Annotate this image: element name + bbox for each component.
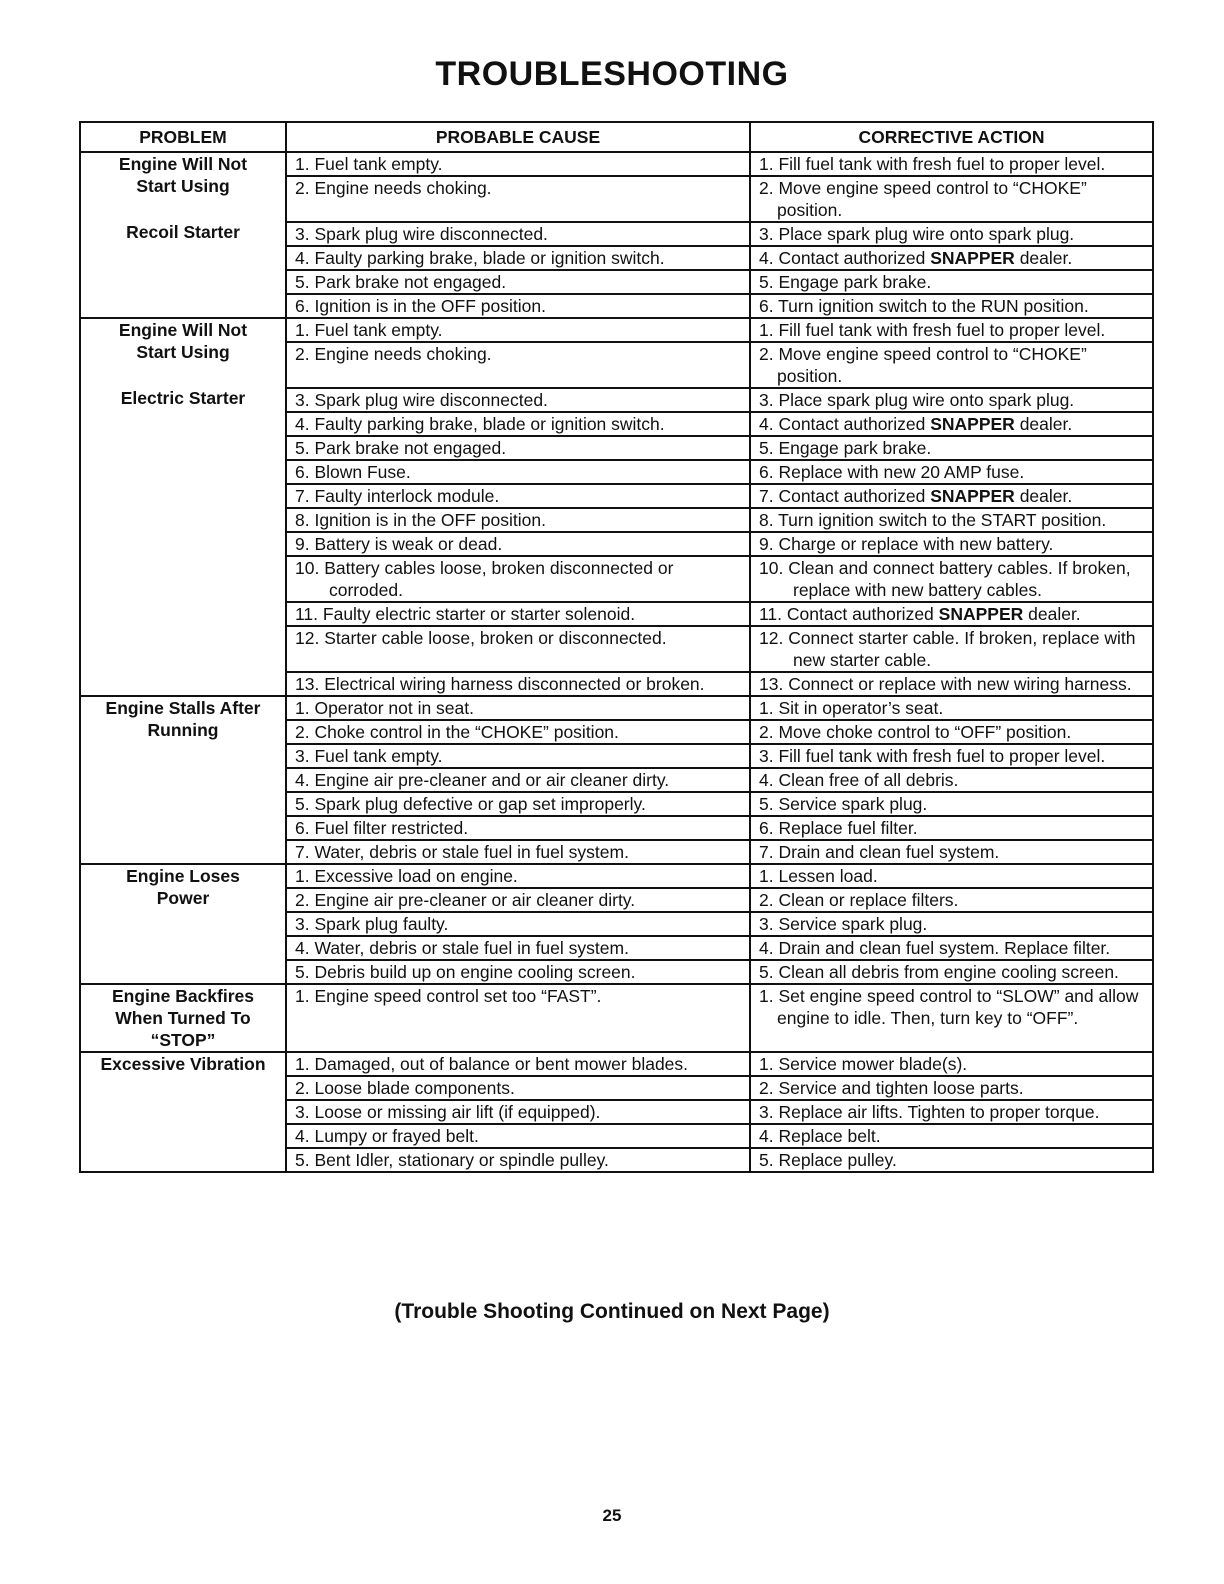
problem-label: Electric Starter xyxy=(120,388,246,408)
action-text: 7. Drain and clean fuel system. xyxy=(759,842,1000,862)
action-cell xyxy=(750,864,1153,888)
action-text: 4. Clean free of all debris. xyxy=(759,770,959,790)
page-title: TROUBLESHOOTING xyxy=(435,55,789,93)
action-text-pre: 4. Contact authorized xyxy=(759,248,931,268)
action-cell xyxy=(750,176,1153,222)
problem-label: Power xyxy=(156,888,210,908)
cause-cell xyxy=(286,318,750,342)
cause-text: 3. Fuel tank empty. xyxy=(295,746,443,766)
cause-cell xyxy=(286,270,750,294)
cause-cell xyxy=(286,888,750,912)
cause-cell xyxy=(286,816,750,840)
action-text xyxy=(755,485,1148,507)
problem-label: Engine Will Not xyxy=(118,320,248,340)
action-text: 5. Service spark plug. xyxy=(759,794,928,814)
action-text-pre: 7. Contact authorized xyxy=(759,486,931,506)
action-cell xyxy=(750,246,1153,270)
cause-text: 2. Choke control in the “CHOKE” position. xyxy=(295,722,619,742)
action-text xyxy=(755,603,1148,625)
cause-cell xyxy=(286,696,750,720)
action-text: 8. Turn ignition switch to the START position. xyxy=(759,510,1107,530)
brand-name: SNAPPER xyxy=(938,604,1024,624)
action-cell xyxy=(750,768,1153,792)
cause-text: 1. Damaged, out of balance or bent mower blades. xyxy=(295,1054,689,1074)
action-cell xyxy=(750,532,1153,556)
action-cell xyxy=(750,888,1153,912)
action-text: 2. Service and tighten loose parts. xyxy=(759,1078,1024,1098)
cause-cell xyxy=(286,436,750,460)
table-body xyxy=(80,152,1153,1172)
action-text: 1. Service mower blade(s). xyxy=(759,1054,968,1074)
action-cell xyxy=(750,1148,1153,1172)
cause-text: 5. Park brake not engaged. xyxy=(295,272,507,292)
cause-text: 1. Fuel tank empty. xyxy=(295,154,443,174)
problem-label: Recoil Starter xyxy=(126,222,240,242)
cause-cell xyxy=(286,602,750,626)
table-row xyxy=(80,1052,1153,1076)
header-corrective-action: CORRECTIVE ACTION xyxy=(750,122,1153,152)
cause-text: 3. Loose or missing air lift (if equipped). xyxy=(295,1102,601,1122)
cause-text: 1. Engine speed control set too “FAST”. xyxy=(295,986,602,1006)
cause-cell xyxy=(286,672,750,696)
cause-text: 8. Ignition is in the OFF position. xyxy=(295,510,546,530)
action-text: 5. Replace pulley. xyxy=(759,1150,897,1170)
cause-text: 5. Park brake not engaged. xyxy=(295,438,507,458)
cause-cell xyxy=(286,984,750,1052)
action-text-pre: 11. Contact authorized xyxy=(759,604,939,624)
action-text: 5. Clean all debris from engine cooling screen. xyxy=(759,962,1119,982)
action-text: 3. Place spark plug wire onto spark plug. xyxy=(759,390,1075,410)
cause-text: 4. Engine air pre-cleaner and or air cleaner dirty. xyxy=(295,770,670,790)
cause-text: 5. Spark plug defective or gap set improperly. xyxy=(295,794,646,814)
action-text: 12. Connect starter cable. If broken, replace with new starter cable. xyxy=(759,628,1136,670)
problem-spacer xyxy=(85,363,281,387)
cause-cell xyxy=(286,626,750,672)
action-cell xyxy=(750,412,1153,436)
cause-cell xyxy=(286,792,750,816)
cause-cell xyxy=(286,294,750,318)
cause-cell xyxy=(286,1076,750,1100)
cause-cell xyxy=(286,556,750,602)
cause-text: 9. Battery is weak or dead. xyxy=(295,534,503,554)
action-text: 4. Drain and clean fuel system. Replace filter. xyxy=(759,938,1111,958)
cause-text: 6. Ignition is in the OFF position. xyxy=(295,296,546,316)
action-cell xyxy=(750,152,1153,176)
cause-cell xyxy=(286,744,750,768)
cause-text: 1. Operator not in seat. xyxy=(295,698,474,718)
action-cell xyxy=(750,1100,1153,1124)
cause-cell xyxy=(286,864,750,888)
action-text: 2. Move choke control to “OFF” position. xyxy=(759,722,1072,742)
action-text xyxy=(755,247,1148,269)
action-cell xyxy=(750,436,1153,460)
action-cell xyxy=(750,720,1153,744)
action-cell xyxy=(750,912,1153,936)
action-cell xyxy=(750,318,1153,342)
cause-cell xyxy=(286,508,750,532)
action-text: 10. Clean and connect battery cables. If broken, replace with new battery cables. xyxy=(759,558,1131,600)
action-cell xyxy=(750,602,1153,626)
action-cell xyxy=(750,744,1153,768)
cause-text: 5. Bent Idler, stationary or spindle pulley. xyxy=(295,1150,609,1170)
cause-text: 4. Faulty parking brake, blade or ignition switch. xyxy=(295,248,665,268)
cause-cell xyxy=(286,532,750,556)
brand-name: SNAPPER xyxy=(930,248,1015,268)
action-cell xyxy=(750,626,1153,672)
action-text: 1. Set engine speed control to “SLOW” and allow engine to idle. Then, turn key to “OFF”. xyxy=(759,986,1139,1028)
brand-name: SNAPPER xyxy=(930,486,1015,506)
action-cell xyxy=(750,294,1153,318)
action-text: 6. Turn ignition switch to the RUN position. xyxy=(759,296,1089,316)
cause-text: 7. Water, debris or stale fuel in fuel system. xyxy=(295,842,629,862)
action-text: 4. Replace belt. xyxy=(759,1126,881,1146)
cause-text: 2. Loose blade components. xyxy=(295,1078,515,1098)
action-cell xyxy=(750,696,1153,720)
cause-text: 13. Electrical wiring harness disconnected or broken. xyxy=(295,674,705,694)
cause-text: 10. Battery cables loose, broken disconnected or corroded. xyxy=(295,558,674,600)
cause-text: 2. Engine needs choking. xyxy=(295,344,492,364)
cause-cell xyxy=(286,176,750,222)
problem-cell xyxy=(80,152,286,318)
action-text: 3. Service spark plug. xyxy=(759,914,928,934)
action-cell xyxy=(750,556,1153,602)
cause-text: 3. Spark plug wire disconnected. xyxy=(295,224,548,244)
action-cell xyxy=(750,342,1153,388)
action-cell xyxy=(750,816,1153,840)
cause-cell xyxy=(286,840,750,864)
problem-label: Running xyxy=(147,720,219,740)
table-row xyxy=(80,152,1153,176)
action-text: 1. Lessen load. xyxy=(759,866,878,886)
problem-cell xyxy=(80,696,286,864)
action-text-post: dealer. xyxy=(1014,414,1073,434)
action-text-post: dealer. xyxy=(1023,604,1081,624)
problem-label: Engine Will Not xyxy=(118,154,248,174)
action-cell xyxy=(750,484,1153,508)
problem-label: When Turned To xyxy=(115,1008,251,1028)
action-cell xyxy=(750,672,1153,696)
action-text-post: dealer. xyxy=(1014,486,1073,506)
action-text: 13. Connect or replace with new wiring harness. xyxy=(759,674,1132,694)
cause-cell xyxy=(286,1100,750,1124)
action-cell xyxy=(750,840,1153,864)
action-text-post: dealer. xyxy=(1014,248,1073,268)
cause-text: 4. Faulty parking brake, blade or ignition switch. xyxy=(295,414,665,434)
action-text: 3. Place spark plug wire onto spark plug. xyxy=(759,224,1075,244)
table-row xyxy=(80,864,1153,888)
cause-text: 3. Spark plug faulty. xyxy=(295,914,449,934)
cause-text: 5. Debris build up on engine cooling screen. xyxy=(295,962,636,982)
action-text: 2. Move engine speed control to “CHOKE” position. xyxy=(759,344,1087,386)
action-text: 3. Fill fuel tank with fresh fuel to proper level. xyxy=(759,746,1106,766)
action-cell xyxy=(750,460,1153,484)
problem-label: Engine Loses xyxy=(126,866,240,886)
cause-text: 6. Blown Fuse. xyxy=(295,462,411,482)
action-text: 6. Replace with new 20 AMP fuse. xyxy=(759,462,1025,482)
continued-note: (Trouble Shooting Continued on Next Page) xyxy=(394,1300,830,1323)
action-cell xyxy=(750,1076,1153,1100)
cause-text: 11. Faulty electric starter or starter solenoid. xyxy=(295,604,636,624)
cause-cell xyxy=(286,1148,750,1172)
cause-cell xyxy=(286,460,750,484)
table-row xyxy=(80,696,1153,720)
action-text: 2. Move engine speed control to “CHOKE” position. xyxy=(759,178,1087,220)
problem-label: Engine Stalls After xyxy=(105,698,261,718)
cause-text: 2. Engine air pre-cleaner or air cleaner dirty. xyxy=(295,890,636,910)
cause-cell xyxy=(286,246,750,270)
action-text: 3. Replace air lifts. Tighten to proper torque. xyxy=(759,1102,1100,1122)
troubleshooting-table xyxy=(79,121,1154,1173)
action-text: 9. Charge or replace with new battery. xyxy=(759,534,1054,554)
cause-cell xyxy=(286,388,750,412)
action-cell xyxy=(750,792,1153,816)
cause-cell xyxy=(286,960,750,984)
table-header-row xyxy=(80,122,1153,152)
cause-cell xyxy=(286,912,750,936)
action-cell xyxy=(750,388,1153,412)
problem-label: Start Using xyxy=(136,176,230,196)
cause-cell xyxy=(286,152,750,176)
action-cell xyxy=(750,508,1153,532)
page-number: 25 xyxy=(602,1506,622,1525)
action-text: 1. Sit in operator’s seat. xyxy=(759,698,944,718)
cause-text: 12. Starter cable loose, broken or disconnected. xyxy=(295,628,667,648)
action-cell xyxy=(750,270,1153,294)
action-cell xyxy=(750,222,1153,246)
action-cell xyxy=(750,984,1153,1052)
cause-text: 2. Engine needs choking. xyxy=(295,178,492,198)
cause-text: 4. Lumpy or frayed belt. xyxy=(295,1126,479,1146)
problem-cell xyxy=(80,864,286,984)
table-row xyxy=(80,984,1153,1052)
problem-label: Start Using xyxy=(136,342,230,362)
action-text: 5. Engage park brake. xyxy=(759,438,932,458)
cause-text: 7. Faulty interlock module. xyxy=(295,486,500,506)
problem-label: “STOP” xyxy=(150,1030,216,1050)
cause-cell xyxy=(286,412,750,436)
cause-cell xyxy=(286,1052,750,1076)
cause-cell xyxy=(286,222,750,246)
action-text: 5. Engage park brake. xyxy=(759,272,932,292)
action-text: 6. Replace fuel filter. xyxy=(759,818,918,838)
problem-spacer xyxy=(85,197,281,221)
cause-cell xyxy=(286,1124,750,1148)
table-row xyxy=(80,318,1153,342)
header-problem: PROBLEM xyxy=(80,122,286,152)
problem-cell xyxy=(80,984,286,1052)
cause-cell xyxy=(286,342,750,388)
action-text: 1. Fill fuel tank with fresh fuel to proper level. xyxy=(759,154,1106,174)
cause-text: 1. Excessive load on engine. xyxy=(295,866,518,886)
problem-cell xyxy=(80,318,286,696)
cause-cell xyxy=(286,720,750,744)
action-text: 2. Clean or replace filters. xyxy=(759,890,959,910)
cause-text: 1. Fuel tank empty. xyxy=(295,320,443,340)
cause-cell xyxy=(286,768,750,792)
cause-text: 4. Water, debris or stale fuel in fuel system. xyxy=(295,938,629,958)
cause-cell xyxy=(286,484,750,508)
action-cell xyxy=(750,960,1153,984)
problem-label: Excessive Vibration xyxy=(100,1054,266,1074)
action-cell xyxy=(750,936,1153,960)
cause-text: 3. Spark plug wire disconnected. xyxy=(295,390,548,410)
action-text-pre: 4. Contact authorized xyxy=(759,414,931,434)
cause-cell xyxy=(286,936,750,960)
action-cell xyxy=(750,1052,1153,1076)
action-text: 1. Fill fuel tank with fresh fuel to proper level. xyxy=(759,320,1106,340)
action-cell xyxy=(750,1124,1153,1148)
action-text xyxy=(755,413,1148,435)
header-probable-cause: PROBABLE CAUSE xyxy=(286,122,750,152)
brand-name: SNAPPER xyxy=(930,414,1015,434)
cause-text: 6. Fuel filter restricted. xyxy=(295,818,469,838)
problem-label: Engine Backfires xyxy=(112,986,254,1006)
problem-cell xyxy=(80,1052,286,1172)
